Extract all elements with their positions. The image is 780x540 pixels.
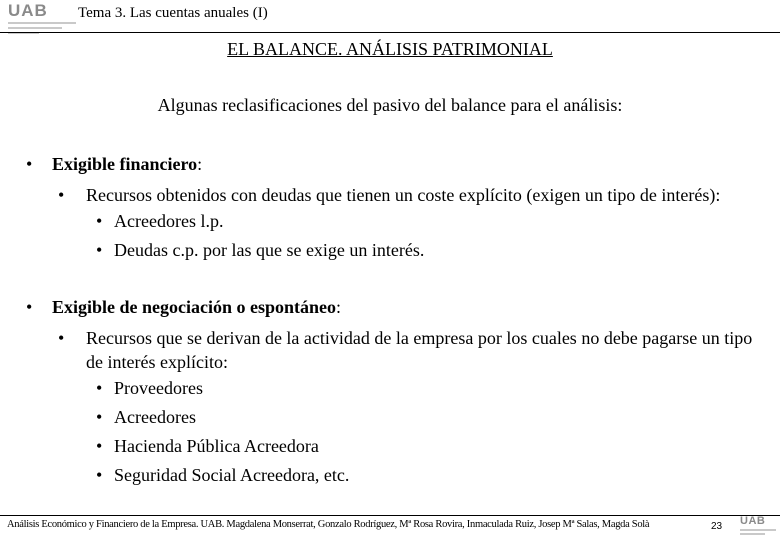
slide-title: EL BALANCE. ANÁLISIS PATRIMONIAL xyxy=(227,39,553,59)
bullet-icon: • xyxy=(58,185,65,205)
bullet-icon: • xyxy=(96,378,103,398)
bullet-icon: • xyxy=(96,211,103,231)
bullet-icon: • xyxy=(26,297,33,317)
bullet-icon: • xyxy=(96,407,103,427)
sub-bullet-item xyxy=(52,326,766,374)
bullet-description: Recursos obtenidos con deudas que tienen un coste explícito (exigen un tipo de interés): xyxy=(86,185,721,205)
sub-bullet-item xyxy=(52,183,766,207)
list-item: • Deudas c.p. por las que se exige un interés. xyxy=(88,236,766,265)
bullet-icon: • xyxy=(96,240,103,260)
bullet-icon: • xyxy=(58,328,65,348)
list-item: • Acreedores xyxy=(88,403,766,432)
page-number: 23 xyxy=(711,521,723,532)
bullet-list xyxy=(26,150,766,490)
bullet-icon: • xyxy=(96,465,103,485)
list-item: • Seguridad Social Acreedora, etc. xyxy=(88,461,766,490)
header-divider xyxy=(0,32,780,33)
uab-footer-logo xyxy=(740,516,776,535)
intro-text: Algunas reclasificaciones del pasivo del balance para el análisis: xyxy=(157,95,623,115)
footer-divider xyxy=(0,515,780,516)
list-item: • Acreedores l.p. xyxy=(88,207,766,236)
bullet-description: Recursos que se derivan de la actividad de la empresa por los cuales no debe pagarse un tipo de interés explícito: xyxy=(86,328,753,372)
list-item: • Proveedores xyxy=(88,374,766,403)
list-item: • Hacienda Pública Acreedora xyxy=(88,432,766,461)
topic-header: Tema 3. Las cuentas anuales (I) xyxy=(78,5,268,21)
uab-footer-logo-mark: UAB xyxy=(740,515,766,527)
bullet-icon: • xyxy=(96,436,103,456)
bullet-item: • Exigible de negociación o espontáneo: xyxy=(26,293,766,322)
bullet-item: • Exigible financiero: xyxy=(26,150,766,179)
footer-credits: Análisis Económico y Financiero de la Empresa. UAB. Magdalena Monserrat, Gonzalo Rodríguez, Mª Rosa Rovira, Inmaculada Ruiz, Josep Mª Salas, Magda Solà xyxy=(7,519,650,530)
bullet-icon: • xyxy=(26,154,33,174)
uab-logo-mark: UAB xyxy=(8,1,48,20)
bullet-term: Exigible financiero xyxy=(52,154,198,174)
bullet-term: Exigible de negociación o espontáneo xyxy=(52,297,337,317)
